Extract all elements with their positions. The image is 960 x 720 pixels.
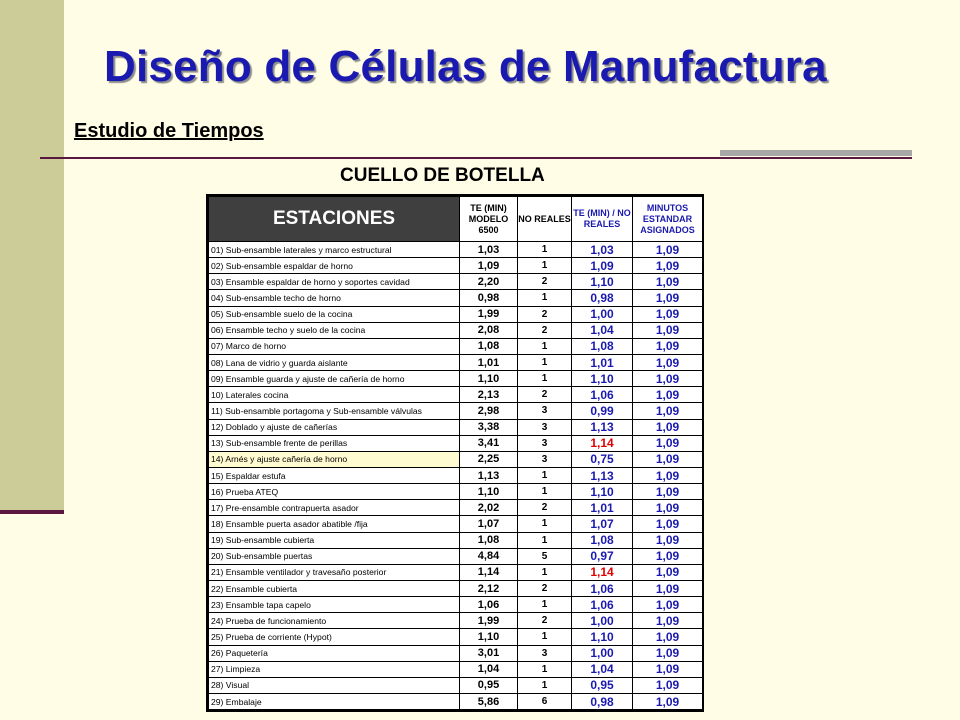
no-reales-cell: 1 [518, 258, 572, 274]
minutos-estandar-cell: 1,09 [633, 258, 703, 274]
table-row [209, 661, 703, 677]
minutos-estandar-cell: 1,09 [633, 274, 703, 290]
minutos-estandar-cell: 1,09 [633, 677, 703, 693]
te-modelo-cell: 2,20 [460, 274, 518, 290]
minutos-estandar-cell: 1,09 [633, 435, 703, 451]
no-reales-cell: 3 [518, 403, 572, 419]
no-reales-cell: 2 [518, 500, 572, 516]
te-modelo-cell: 1,14 [460, 564, 518, 580]
table-row [209, 645, 703, 661]
te-modelo-cell: 1,08 [460, 338, 518, 354]
header-no-reales: NO REALES [518, 197, 572, 242]
te-modelo-cell: 1,99 [460, 613, 518, 629]
te-no-reales-cell: 1,09 [572, 258, 633, 274]
te-no-reales-cell: 0,98 [572, 290, 633, 306]
minutos-estandar-cell: 1,09 [633, 354, 703, 370]
table-row [209, 629, 703, 645]
header-estaciones: ESTACIONES [209, 197, 460, 242]
te-no-reales-cell: 1,10 [572, 629, 633, 645]
no-reales-cell: 2 [518, 274, 572, 290]
te-no-reales-cell: 1,06 [572, 387, 633, 403]
table-row [209, 467, 703, 483]
te-no-reales-cell: 1,01 [572, 500, 633, 516]
table-row [209, 290, 703, 306]
te-no-reales-cell: 0,95 [572, 677, 633, 693]
minutos-estandar-cell: 1,09 [633, 597, 703, 613]
te-modelo-cell: 1,10 [460, 484, 518, 500]
table-row [209, 564, 703, 580]
table-row [209, 419, 703, 435]
table-row [209, 451, 703, 467]
left-decor-line [0, 510, 64, 514]
te-no-reales-cell: 1,07 [572, 516, 633, 532]
no-reales-cell: 2 [518, 306, 572, 322]
header-minutos-estandar: MINUTOS ESTANDAR ASIGNADOS [633, 197, 703, 242]
station-name-cell: 11) Sub-ensamble portagoma y Sub-ensamble válvulas [209, 403, 460, 419]
table-row [209, 484, 703, 500]
station-name-cell: 06) Ensamble techo y suelo de la cocina [209, 322, 460, 338]
te-modelo-cell: 1,01 [460, 354, 518, 370]
table-row [209, 322, 703, 338]
te-no-reales-cell: 1,00 [572, 306, 633, 322]
table-row [209, 580, 703, 596]
title-divider-accent [720, 150, 912, 156]
te-modelo-cell: 1,08 [460, 532, 518, 548]
te-modelo-cell: 3,38 [460, 419, 518, 435]
no-reales-cell: 1 [518, 516, 572, 532]
minutos-estandar-cell: 1,09 [633, 290, 703, 306]
table-row [209, 258, 703, 274]
no-reales-cell: 1 [518, 484, 572, 500]
station-name-cell: 28) Visual [209, 677, 460, 693]
te-no-reales-cell: 1,08 [572, 532, 633, 548]
no-reales-cell: 1 [518, 677, 572, 693]
te-modelo-cell: 1,04 [460, 661, 518, 677]
minutos-estandar-cell: 1,09 [633, 516, 703, 532]
te-no-reales-cell: 0,75 [572, 451, 633, 467]
te-modelo-cell: 1,03 [460, 242, 518, 258]
minutos-estandar-cell: 1,09 [633, 338, 703, 354]
no-reales-cell: 3 [518, 451, 572, 467]
station-name-cell: 22) Ensamble cubierta [209, 580, 460, 596]
station-name-cell: 08) Lana de vidrio y guarda aislante [209, 354, 460, 370]
te-modelo-cell: 1,13 [460, 467, 518, 483]
no-reales-cell: 1 [518, 661, 572, 677]
station-name-cell: 02) Sub-ensamble espaldar de horno [209, 258, 460, 274]
te-modelo-cell: 0,98 [460, 290, 518, 306]
minutos-estandar-cell: 1,09 [633, 500, 703, 516]
table-row [209, 387, 703, 403]
te-modelo-cell: 2,08 [460, 322, 518, 338]
te-no-reales-cell: 1,06 [572, 597, 633, 613]
table-header-row [209, 197, 703, 242]
minutos-estandar-cell: 1,09 [633, 564, 703, 580]
table-title: CUELLO DE BOTELLA [340, 165, 545, 186]
minutos-estandar-cell: 1,09 [633, 403, 703, 419]
title-divider [40, 157, 912, 159]
station-name-cell: 20) Sub-ensamble puertas [209, 548, 460, 564]
table-row [209, 242, 703, 258]
te-modelo-cell: 5,86 [460, 693, 518, 709]
table-row [209, 338, 703, 354]
station-name-cell: 18) Ensamble puerta asador abatible /fija [209, 516, 460, 532]
table-row [209, 435, 703, 451]
te-modelo-cell: 3,01 [460, 645, 518, 661]
minutos-estandar-cell: 1,09 [633, 629, 703, 645]
station-name-cell: 24) Prueba de funcionamiento [209, 613, 460, 629]
table-body [209, 242, 703, 710]
time-study-table [206, 194, 704, 712]
te-modelo-cell: 1,10 [460, 629, 518, 645]
te-modelo-cell: 1,99 [460, 306, 518, 322]
no-reales-cell: 1 [518, 290, 572, 306]
no-reales-cell: 1 [518, 467, 572, 483]
no-reales-cell: 3 [518, 435, 572, 451]
te-no-reales-cell: 1,01 [572, 354, 633, 370]
te-no-reales-cell: 1,06 [572, 580, 633, 596]
minutos-estandar-cell: 1,09 [633, 580, 703, 596]
no-reales-cell: 1 [518, 338, 572, 354]
table-row [209, 274, 703, 290]
table-row [209, 548, 703, 564]
station-name-cell: 05) Sub-ensamble suelo de la cocina [209, 306, 460, 322]
table-row [209, 500, 703, 516]
station-name-cell: 07) Marco de horno [209, 338, 460, 354]
station-name-cell: 12) Doblado y ajuste de cañerías [209, 419, 460, 435]
no-reales-cell: 1 [518, 354, 572, 370]
minutos-estandar-cell: 1,09 [633, 242, 703, 258]
table-row [209, 693, 703, 709]
no-reales-cell: 5 [518, 548, 572, 564]
station-name-cell: 13) Sub-ensamble frente de perillas [209, 435, 460, 451]
no-reales-cell: 1 [518, 371, 572, 387]
te-no-reales-cell: 0,98 [572, 693, 633, 709]
station-name-cell: 21) Ensamble ventilador y travesaño posterior [209, 564, 460, 580]
minutos-estandar-cell: 1,09 [633, 693, 703, 709]
te-no-reales-cell: 1,14 [572, 564, 633, 580]
minutos-estandar-cell: 1,09 [633, 419, 703, 435]
no-reales-cell: 1 [518, 597, 572, 613]
te-modelo-cell: 2,13 [460, 387, 518, 403]
station-name-cell: 04) Sub-ensamble techo de horno [209, 290, 460, 306]
table-row [209, 306, 703, 322]
table-row [209, 597, 703, 613]
table-row [209, 532, 703, 548]
minutos-estandar-cell: 1,09 [633, 451, 703, 467]
te-modelo-cell: 2,98 [460, 403, 518, 419]
te-no-reales-cell: 1,13 [572, 419, 633, 435]
minutos-estandar-cell: 1,09 [633, 613, 703, 629]
minutos-estandar-cell: 1,09 [633, 387, 703, 403]
minutos-estandar-cell: 1,09 [633, 661, 703, 677]
te-modelo-cell: 1,10 [460, 371, 518, 387]
table-row [209, 403, 703, 419]
te-no-reales-cell: 1,14 [572, 435, 633, 451]
no-reales-cell: 2 [518, 613, 572, 629]
station-name-cell: 16) Prueba ATEQ [209, 484, 460, 500]
station-name-cell: 25) Prueba de corriente (Hypot) [209, 629, 460, 645]
no-reales-cell: 3 [518, 645, 572, 661]
header-te-no-reales: TE (MIN) / NO REALES [572, 197, 633, 242]
station-name-cell: 01) Sub-ensamble laterales y marco estructural [209, 242, 460, 258]
minutos-estandar-cell: 1,09 [633, 322, 703, 338]
te-modelo-cell: 2,12 [460, 580, 518, 596]
no-reales-cell: 2 [518, 387, 572, 403]
no-reales-cell: 6 [518, 693, 572, 709]
left-decor-bar [0, 0, 64, 514]
no-reales-cell: 1 [518, 629, 572, 645]
minutos-estandar-cell: 1,09 [633, 467, 703, 483]
te-no-reales-cell: 1,08 [572, 338, 633, 354]
table-row [209, 354, 703, 370]
te-no-reales-cell: 0,97 [572, 548, 633, 564]
station-name-cell: 10) Laterales cocina [209, 387, 460, 403]
station-name-cell: 09) Ensamble guarda y ajuste de cañería de horno [209, 371, 460, 387]
te-no-reales-cell: 1,00 [572, 613, 633, 629]
no-reales-cell: 1 [518, 532, 572, 548]
station-name-cell: 29) Embalaje [209, 693, 460, 709]
no-reales-cell: 2 [518, 322, 572, 338]
header-te-modelo: TE (MIN) MODELO 6500 [460, 197, 518, 242]
te-no-reales-cell: 1,03 [572, 242, 633, 258]
te-no-reales-cell: 1,10 [572, 274, 633, 290]
te-modelo-cell: 1,09 [460, 258, 518, 274]
te-no-reales-cell: 0,99 [572, 403, 633, 419]
station-name-cell: 14) Arnés y ajuste cañería de horno [209, 451, 460, 467]
te-modelo-cell: 1,06 [460, 597, 518, 613]
te-no-reales-cell: 1,04 [572, 661, 633, 677]
te-modelo-cell: 2,02 [460, 500, 518, 516]
te-modelo-cell: 0,95 [460, 677, 518, 693]
minutos-estandar-cell: 1,09 [633, 371, 703, 387]
minutos-estandar-cell: 1,09 [633, 645, 703, 661]
te-no-reales-cell: 1,00 [572, 645, 633, 661]
no-reales-cell: 2 [518, 580, 572, 596]
te-modelo-cell: 3,41 [460, 435, 518, 451]
station-name-cell: 03) Ensamble espaldar de horno y soportes cavidad [209, 274, 460, 290]
minutos-estandar-cell: 1,09 [633, 306, 703, 322]
slide-title: Diseño de Células de Manufactura [104, 42, 827, 91]
te-no-reales-cell: 1,10 [572, 484, 633, 500]
te-no-reales-cell: 1,10 [572, 371, 633, 387]
te-no-reales-cell: 1,13 [572, 467, 633, 483]
table-row [209, 371, 703, 387]
station-name-cell: 19) Sub-ensamble cubierta [209, 532, 460, 548]
table-row [209, 677, 703, 693]
station-name-cell: 23) Ensamble tapa capelo [209, 597, 460, 613]
station-name-cell: 26) Paquetería [209, 645, 460, 661]
te-modelo-cell: 1,07 [460, 516, 518, 532]
te-no-reales-cell: 1,04 [572, 322, 633, 338]
minutos-estandar-cell: 1,09 [633, 532, 703, 548]
minutos-estandar-cell: 1,09 [633, 548, 703, 564]
station-name-cell: 17) Pre-ensamble contrapuerta asador [209, 500, 460, 516]
te-modelo-cell: 2,25 [460, 451, 518, 467]
te-modelo-cell: 4,84 [460, 548, 518, 564]
table-row [209, 613, 703, 629]
minutos-estandar-cell: 1,09 [633, 484, 703, 500]
no-reales-cell: 3 [518, 419, 572, 435]
no-reales-cell: 1 [518, 564, 572, 580]
station-name-cell: 15) Espaldar estufa [209, 467, 460, 483]
no-reales-cell: 1 [518, 242, 572, 258]
station-name-cell: 27) Limpieza [209, 661, 460, 677]
table-row [209, 516, 703, 532]
slide-subtitle: Estudio de Tiempos [74, 120, 264, 142]
